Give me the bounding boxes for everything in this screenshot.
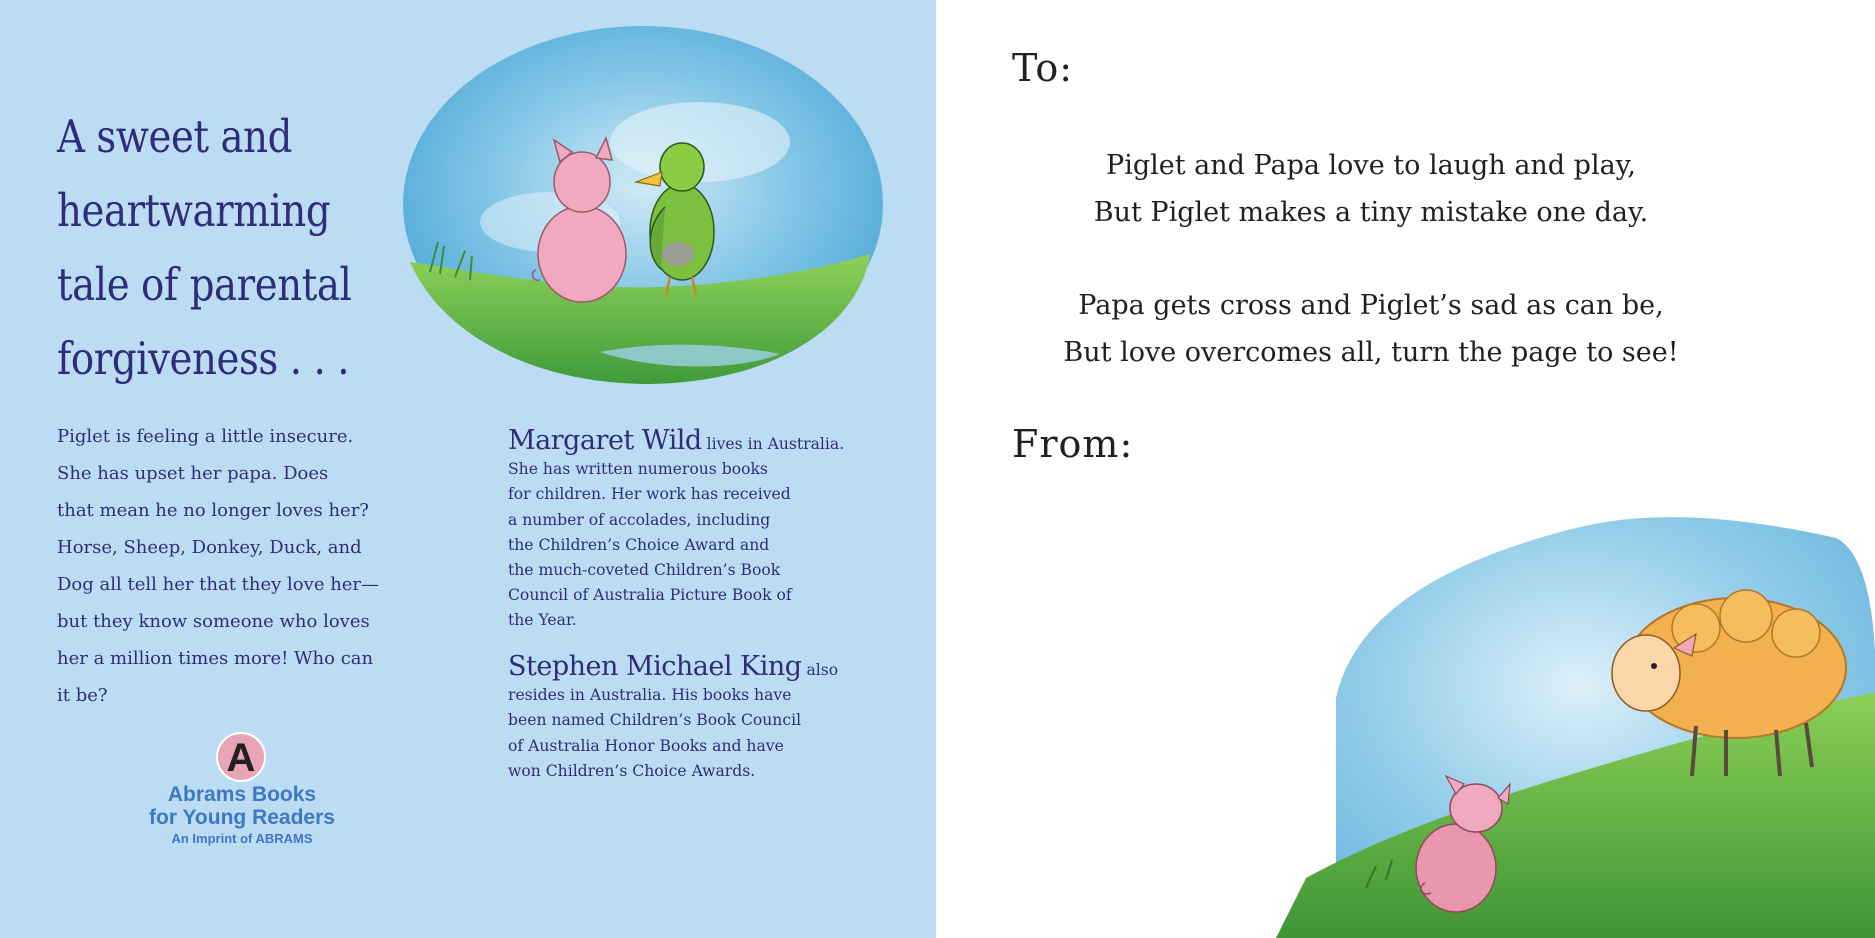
poem-line: But Piglet makes a tiny mistake one day.: [1093, 197, 1649, 228]
bio-line: been named Children’s Book Council: [508, 711, 802, 730]
bio-line: resides in Australia. His books have: [508, 686, 792, 705]
publisher-logo: [132, 730, 352, 850]
from-label: From:: [1012, 422, 1134, 466]
description-line: that mean he no longer loves her?: [57, 500, 369, 521]
piglet-and-duck-illustration: [400, 22, 886, 398]
poem-line: But love overcomes all, turn the page to see!: [1063, 337, 1679, 368]
bio-line: the much-coveted Children’s Book: [508, 561, 781, 580]
bio-line: Council of Australia Picture Book of: [508, 586, 792, 605]
bio-line: a number of accolades, including: [508, 510, 771, 529]
publisher-name-line1: Abrams Books: [167, 783, 317, 806]
description-line: Dog all tell her that they love her—: [57, 574, 380, 595]
piglet-and-sheep-illustration: [1276, 498, 1875, 938]
bio-line: won Children’s Choice Awards.: [508, 761, 756, 780]
bio-line: the Year.: [508, 611, 577, 630]
poem: [976, 142, 1766, 376]
poem-line: Papa gets cross and Piglet’s sad as can be,: [1078, 290, 1664, 321]
description-line: Piglet is feeling a little insecure.: [57, 426, 354, 447]
description-line: her a million times more! Who can: [57, 648, 374, 669]
description-line: Horse, Sheep, Donkey, Duck, and: [57, 537, 362, 558]
headline-line: heartwarming: [57, 184, 331, 237]
bio-line: the Children’s Choice Award and: [508, 535, 770, 554]
back-cover-page: [0, 0, 936, 938]
dedication-page: [936, 0, 1875, 938]
headline-line: tale of parental: [57, 258, 352, 311]
bio-line: She has written numerous books: [508, 460, 768, 479]
author-name: Margaret Wild: [508, 425, 702, 456]
illustrator-bio-lead: also: [801, 661, 839, 679]
bio-line: for children. Her work has received: [508, 485, 791, 504]
abrams-a-icon: A: [216, 732, 266, 782]
description-line: She has upset her papa. Does: [57, 463, 329, 484]
illustrator-bio-first-line: [508, 651, 878, 683]
headline-line: A sweet and: [57, 110, 292, 163]
description-line: it be?: [57, 685, 108, 706]
stanza-gap: [976, 236, 1766, 282]
headline: [57, 100, 367, 396]
book-description: [57, 418, 477, 714]
publisher-imprint: An Imprint of ABRAMS: [171, 831, 313, 846]
headline-line: forgiveness . . .: [57, 332, 350, 385]
publisher-name-line2: for Young Readers: [149, 806, 335, 829]
description-line: but they know someone who loves: [57, 611, 370, 632]
bio-line: of Australia Honor Books and have: [508, 736, 784, 755]
author-bio-first-line: [508, 425, 878, 457]
author-bio-lead: lives in Australia.: [701, 435, 845, 453]
to-label: To:: [1012, 46, 1074, 90]
author-bio: [508, 425, 878, 634]
illustrator-bio: [508, 651, 878, 784]
illustrator-name: Stephen Michael King: [508, 651, 802, 682]
poem-line: Piglet and Papa love to laugh and play,: [1106, 150, 1636, 181]
